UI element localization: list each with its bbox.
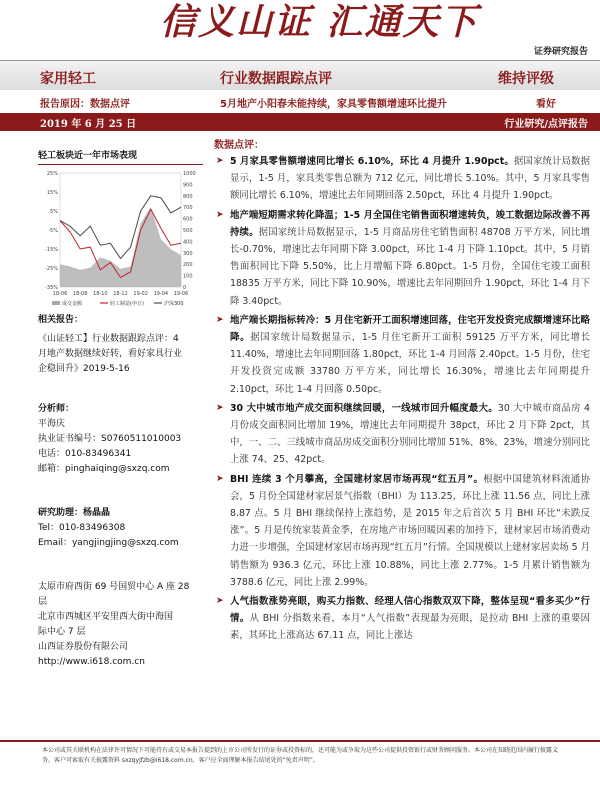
company-url[interactable]: http://www.i618.com.cn xyxy=(38,657,145,667)
right-tick-label: 700 xyxy=(183,205,193,212)
left-tick-label: 5% xyxy=(50,209,58,215)
chart-title: 轻工板块近一年市场表现 xyxy=(38,148,203,165)
left-tick-label: -25% xyxy=(45,266,58,272)
paragraph-bold: 人气指数涨势亮眼，购买力指数、经理人信心指数双双下降，整体呈现“看多买少”行情。 xyxy=(230,596,590,625)
assistant-email[interactable]: Email：yangjingjing@sxzq.com xyxy=(38,538,179,548)
paragraph-text: 据国家统计局数据显示，1-5 月，家具类零售总额为 712 亿元，同比增长 5.10%。其中，5 月家具零售额同比增长 6.10%，增速比去年同期回落 2.50pct，环比 4 月提升 1.90pct。 xyxy=(230,156,590,202)
report-headline: 5月地产小阳春未能持续，家具零售额增速环比提升 xyxy=(220,99,447,110)
paragraph-text: 根据中国建筑材料流通协会，5 月份全国建材家居景气指数（BHI）为 113.25，环比上涨 11.56 点，同比上涨 8.87 点。5 月 BHI 继续保持上涨趋势，是 2015 年之后首次 5 月 BHI 环比“未跌反涨”。5 月是传统家装黄金季，在房地产市场回暖因素的加持下，建材家居市场消费动力进一步增强，全国建材家居市场再现“红五月”行情。全国规模以上建材家居卖场 5 月销售额为 936.3 亿元，环比上涨 10.88%，同比上涨 2.77%。1-5 月累计销售额为 3788.6 亿元，同比上涨 2.99%。 xyxy=(230,473,590,588)
paragraph-text: 据国家统计局数据显示，1-5 月住宅新开工面积 59125 万平方米，同比增长 11.40%，增速比去年同期回落 1.80pct，环比 1-4 月回落 2.40pct。1-5 月份，住宅开发投资完成额 33780 万平方米，同比增长 16.30%，增速比去年同期提升 2.10pct，环比 1-4 月回落 0.50pc。 xyxy=(230,332,590,395)
rating-label: 维持评级 xyxy=(498,71,554,87)
legend-label: 成交金额 xyxy=(62,301,83,307)
x-tick-label: 19-04 xyxy=(153,291,169,297)
x-tick-label: 18-10 xyxy=(93,291,108,297)
right-tick-label: 600 xyxy=(183,216,193,223)
analyst-phone: 电话：010-83496341 xyxy=(38,449,132,459)
paragraph-bold: 30 大中城市地产成交面积继续回暖，一线城市回升幅度最大。 xyxy=(230,402,498,414)
related-line[interactable]: 企稳回升》2019-5-16 xyxy=(38,364,130,374)
industry-label: 家用轻工 xyxy=(40,71,96,87)
report-date: 2019 年 6 月 25 日 xyxy=(40,119,137,130)
right-tick-label: 500 xyxy=(183,228,193,234)
related-line[interactable]: 《山证轻工】行业数据跟踪点评：4 xyxy=(38,334,179,344)
right-tick-label: 900 xyxy=(183,182,193,189)
assistant-block xyxy=(38,506,203,551)
arrow-bullet-icon: ➤ xyxy=(216,314,224,325)
legend-swatch xyxy=(52,301,60,305)
paragraph xyxy=(214,400,590,469)
paragraph xyxy=(214,153,590,205)
brand-slogan: 信义山证 汇通天下 xyxy=(160,1,479,43)
paragraph xyxy=(214,207,590,310)
assistant-phone: Tel：010-83496308 xyxy=(38,523,126,533)
doc-type-label: 证券研究报告 xyxy=(533,47,588,57)
right-tick-label: 0 xyxy=(183,285,187,291)
paragraph-bold: 地产端短期需求转化降温；1-5 月全国住宅销售面积增速转负，竣工数据边际改善不再持续。 xyxy=(230,209,590,238)
volume-area xyxy=(60,207,181,287)
address-block xyxy=(38,580,203,670)
address-line: 层 xyxy=(38,597,48,607)
related-reports xyxy=(38,313,203,377)
right-tick-label: 100 xyxy=(183,273,193,280)
report-type-label: 行业数据跟踪点评 xyxy=(220,71,332,87)
related-line[interactable]: 月地产数据继续好转，看好家具行业 xyxy=(38,349,183,359)
left-tick-label: -5% xyxy=(48,228,58,234)
title-band xyxy=(0,60,600,90)
section-lead: 数据点评： xyxy=(214,140,264,151)
right-tick-label: 400 xyxy=(183,239,193,246)
footer xyxy=(0,740,600,800)
report-reason: 报告原因：数据点评 xyxy=(40,99,130,110)
report-category: 行业研究/点评报告 xyxy=(504,119,588,130)
analyst-cert: 执业证书编号：S0760511010003 xyxy=(38,434,182,444)
left-tick-label: 15% xyxy=(46,190,58,196)
left-tick-label: -15% xyxy=(45,247,58,253)
analyst-block xyxy=(38,402,203,477)
analyst-email[interactable]: 邮箱：pinghaiqing@sxzq.com xyxy=(38,464,170,474)
company-name: 山西证券股份有限公司 xyxy=(38,642,129,652)
paragraph xyxy=(214,312,590,398)
disclaimer: 本公司或其关联机构在法律许可情况下可能持有或交易本报告提到的上市公司所发行的证券或投资标的，还可能为或争取为这些公司提供投资银行或财务顾问服务。本公司在知晓范围内履行披露义务。客户可索取有关披露资料 sxzqyjfzb@i618.com.cn，客户应全面理解本报告结尾处的“免责声明”。 xyxy=(42,747,559,764)
paragraph-bold: 5 月家具零售额增速同比增长 6.10%，环比 4 月提升 1.90pct。 xyxy=(230,156,514,167)
right-tick-label: 200 xyxy=(183,262,193,269)
left-tick-label: 25% xyxy=(46,171,58,177)
address-line: 北京市西城区平安里西大街中海国 xyxy=(38,612,174,622)
paragraph-bold: 地产端长期指标转冷：5 月住宅新开工面积增速回落，住宅开发投资完成额增速环比略降。 xyxy=(230,314,590,344)
paragraph-bold: BHI 连续 3 个月攀高，全国建材家居市场再现“红五月”。 xyxy=(230,473,484,485)
analyst-heading: 分析师： xyxy=(38,404,75,414)
assistant-heading: 研究助理：杨晶晶 xyxy=(38,508,111,518)
analyst-name: 平海庆 xyxy=(38,419,66,429)
masthead xyxy=(0,0,600,58)
subtitle-band xyxy=(0,92,600,112)
arrow-bullet-icon: ➤ xyxy=(216,156,224,166)
arrow-bullet-icon: ➤ xyxy=(216,473,224,484)
paragraph xyxy=(214,471,590,591)
x-tick-label: 19-02 xyxy=(133,291,148,297)
x-tick-label: 18-08 xyxy=(72,291,88,297)
address-line: 际中心 7 层 xyxy=(38,627,86,637)
paragraph-text: 从 BHI 分指数来看，本月“人气指数”表现最为亮眼，是拉动 BHI 上涨的重要因素，其环比上涨高达 67.11 点，同比上涨达 xyxy=(230,613,590,642)
right-tick-label: 1000 xyxy=(183,171,196,177)
sidebar xyxy=(38,148,203,317)
main-content xyxy=(214,136,590,645)
arrow-bullet-icon: ➤ xyxy=(216,402,224,413)
paragraph-text: 30 大中城市商品房 4 月份成交面积同比增加 19%，增速比去年同期提升 38pct，环比 2 月下降 2pct，其中，一、二、三线城市商品房成交面积分别同比增加 51%、8%、23%，增速分别同比上涨 74、25、42pct。 xyxy=(230,402,590,466)
legend-label: 轻工制造(申万) xyxy=(110,301,144,307)
x-tick-label: 18-12 xyxy=(113,291,128,297)
chart-svg xyxy=(38,167,203,317)
market-performance-chart xyxy=(38,167,203,317)
arrow-bullet-icon: ➤ xyxy=(216,596,224,607)
right-tick-label: 800 xyxy=(183,193,193,200)
left-tick-label: -35% xyxy=(45,285,58,291)
legend-label: 沪深300 xyxy=(164,301,184,307)
arrow-bullet-icon: ➤ xyxy=(216,209,224,220)
address-line: 太原市府西街 69 号国贸中心 A 座 28 xyxy=(38,582,190,592)
date-band xyxy=(0,113,600,131)
right-tick-label: 300 xyxy=(183,250,193,257)
paragraph xyxy=(214,593,590,645)
x-tick-label: 19-06 xyxy=(173,291,189,297)
sub-rating: 看好 xyxy=(536,99,556,110)
x-tick-label: 18-06 xyxy=(52,291,68,297)
paragraph-text: 据国家统计局数据显示，1-5 月商品房住宅销售面积 48708 万平方米，同比增长-0.70%，增速比去年同期下降 3.00pct，环比 1-4 月下降 1.10pct。其中，5 月销售面积同比下降 5.50%，比上月增幅下降 6.80pct。1-5 月份，全国住宅竣工面积 18835 万平方米，同比下降 10.90%，增速比去年同期回升 1.90pct，环比 1-4 月下降 3.40pct。 xyxy=(230,226,590,307)
related-heading: 相关报告： xyxy=(38,315,84,325)
